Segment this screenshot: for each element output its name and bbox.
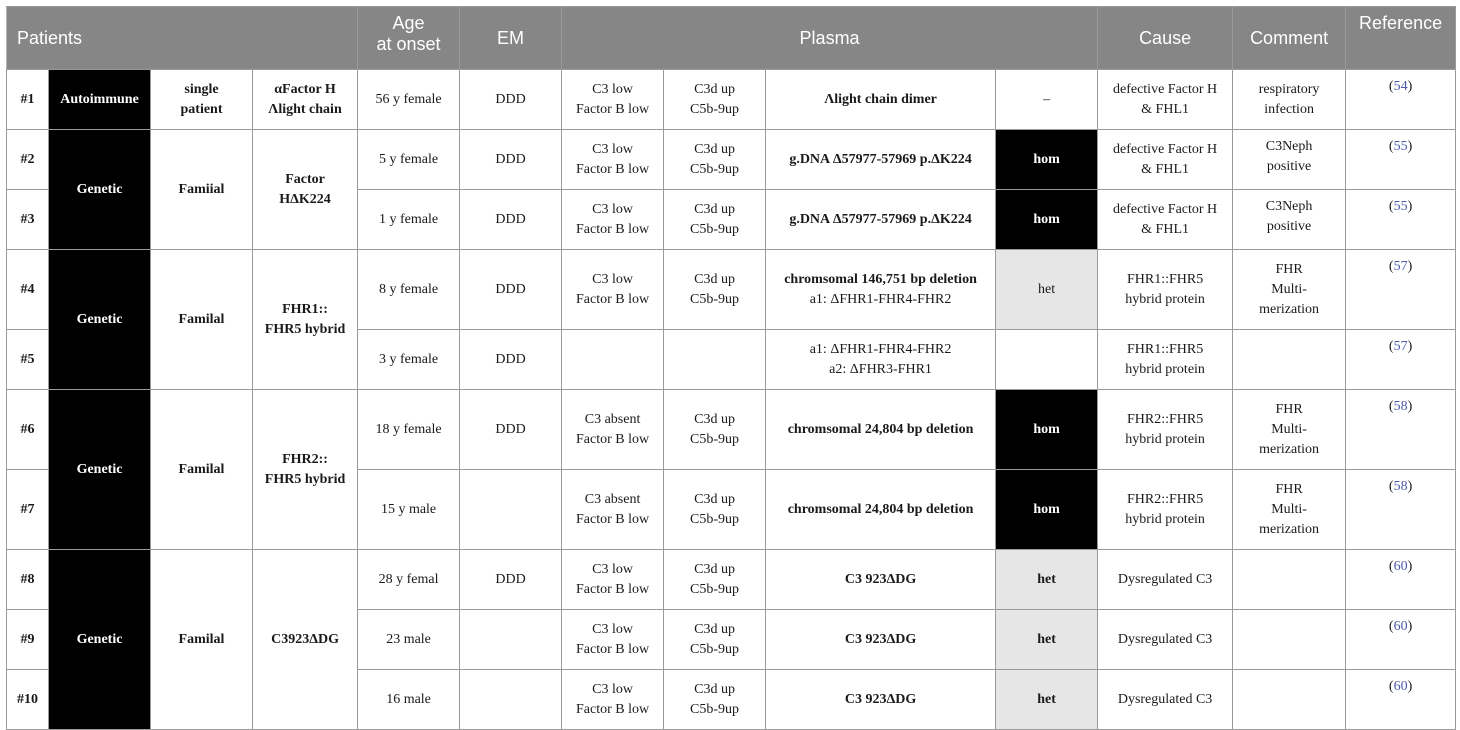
patient-group: Genetic: [49, 550, 151, 730]
patient-id: #4: [7, 250, 49, 330]
age-at-onset: 5 y female: [358, 130, 460, 190]
variant-allele: a1: ΔFHR1-FHR4-FHR2: [809, 291, 952, 307]
cause: FHR1::FHR5 hybrid protein: [1098, 330, 1233, 390]
patient-gene: Factor HΔK224: [253, 130, 358, 250]
plasma-c3: C3 low Factor B low: [562, 70, 664, 130]
comment: FHR Multi- merization: [1233, 250, 1346, 330]
table-row: [7, 130, 1456, 190]
patient-id: #9: [7, 610, 49, 670]
patient-gene: C3923ΔDG: [253, 550, 358, 730]
patient-type: Familal: [151, 550, 253, 730]
plasma-c3d: C3d up C5b-9up: [664, 610, 766, 670]
em-value: DDD: [460, 550, 562, 610]
header-reference: Reference: [1346, 7, 1456, 70]
age-at-onset: 3 y female: [358, 330, 460, 390]
plasma-c3d: C3d up C5b-9up: [664, 550, 766, 610]
reference: (54): [1346, 70, 1456, 130]
patient-id: #10: [7, 670, 49, 730]
cause: FHR2::FHR5 hybrid protein: [1098, 470, 1233, 550]
comment: [1233, 330, 1346, 390]
zygosity: het: [996, 670, 1098, 730]
comment: FHR Multi- merization: [1233, 390, 1346, 470]
reference-link[interactable]: 54: [1393, 79, 1408, 94]
cause: Dysregulated C3: [1098, 610, 1233, 670]
plasma-c3: C3 absent Factor B low: [562, 390, 664, 470]
age-at-onset: 16 male: [358, 670, 460, 730]
zygosity: het: [996, 610, 1098, 670]
patient-gene: FHR1:: FHR5 hybrid: [253, 250, 358, 390]
comment: FHR Multi- merization: [1233, 470, 1346, 550]
reference: (55): [1346, 130, 1456, 190]
plasma-c3d: C3d up C5b-9up: [664, 470, 766, 550]
plasma-variant: chromsomal 24,804 bp deletion: [766, 470, 996, 550]
patient-type: Familal: [151, 250, 253, 390]
reference: (60): [1346, 550, 1456, 610]
age-at-onset: 23 male: [358, 610, 460, 670]
patient-group: Genetic: [49, 250, 151, 390]
plasma-variant: C3 923ΔDG: [766, 670, 996, 730]
reference-link[interactable]: 55: [1393, 199, 1408, 214]
plasma-c3d: C3d up C5b-9up: [664, 670, 766, 730]
plasma-variant: g.DNA Δ57977-57969 p.ΔK224: [766, 130, 996, 190]
reference: (58): [1346, 390, 1456, 470]
reference-link[interactable]: 60: [1393, 619, 1408, 634]
plasma-c3: C3 low Factor B low: [562, 130, 664, 190]
reference: (60): [1346, 670, 1456, 730]
em-value: [460, 670, 562, 730]
patient-id: #8: [7, 550, 49, 610]
patient-id: #2: [7, 130, 49, 190]
zygosity: –: [996, 70, 1098, 130]
age-at-onset: 8 y female: [358, 250, 460, 330]
cause: FHR1::FHR5 hybrid protein: [1098, 250, 1233, 330]
cause: FHR2::FHR5 hybrid protein: [1098, 390, 1233, 470]
patient-type: single patient: [151, 70, 253, 130]
comment: C3Neph positive: [1233, 130, 1346, 190]
plasma-variant: C3 923ΔDG: [766, 610, 996, 670]
plasma-variant: C3 923ΔDG: [766, 550, 996, 610]
reference-link[interactable]: 60: [1393, 679, 1408, 694]
cause: defective Factor H & FHL1: [1098, 190, 1233, 250]
reference: (55): [1346, 190, 1456, 250]
zygosity: hom: [996, 190, 1098, 250]
reference: (57): [1346, 250, 1456, 330]
plasma-variant: [766, 250, 996, 330]
header-row: [7, 7, 1456, 70]
patient-group: Genetic: [49, 130, 151, 250]
em-value: DDD: [460, 130, 562, 190]
age-at-onset: 18 y female: [358, 390, 460, 470]
comment: respiratory infection: [1233, 70, 1346, 130]
zygosity: het: [996, 550, 1098, 610]
plasma-c3d: C3d up C5b-9up: [664, 190, 766, 250]
patient-id: #1: [7, 70, 49, 130]
plasma-c3d: C3d up C5b-9up: [664, 250, 766, 330]
comment: [1233, 550, 1346, 610]
patient-id: #5: [7, 330, 49, 390]
em-value: DDD: [460, 70, 562, 130]
plasma-c3d: C3d up C5b-9up: [664, 390, 766, 470]
plasma-variant: g.DNA Δ57977-57969 p.ΔK224: [766, 190, 996, 250]
plasma-c3: C3 low Factor B low: [562, 610, 664, 670]
zygosity: hom: [996, 130, 1098, 190]
zygosity: het: [996, 250, 1098, 330]
plasma-c3d: C3d up C5b-9up: [664, 130, 766, 190]
plasma-variant: Λlight chain dimer: [766, 70, 996, 130]
cause: defective Factor H & FHL1: [1098, 70, 1233, 130]
comment: C3Neph positive: [1233, 190, 1346, 250]
patient-id: #7: [7, 470, 49, 550]
age-at-onset: 28 y femal: [358, 550, 460, 610]
plasma-c3: C3 low Factor B low: [562, 190, 664, 250]
zygosity: hom: [996, 390, 1098, 470]
cause: defective Factor H & FHL1: [1098, 130, 1233, 190]
reference: (58): [1346, 470, 1456, 550]
table-row: [7, 70, 1456, 130]
reference-link[interactable]: 57: [1393, 259, 1408, 274]
plasma-c3d: C3d up C5b-9up: [664, 70, 766, 130]
header-comment: Comment: [1233, 7, 1346, 70]
cause: Dysregulated C3: [1098, 670, 1233, 730]
comment: [1233, 610, 1346, 670]
patient-gene: FHR2:: FHR5 hybrid: [253, 390, 358, 550]
cause: Dysregulated C3: [1098, 550, 1233, 610]
patient-type: Famiial: [151, 130, 253, 250]
plasma-variant: chromsomal 24,804 bp deletion: [766, 390, 996, 470]
reference: (60): [1346, 610, 1456, 670]
table-row: [7, 250, 1456, 330]
em-value: DDD: [460, 190, 562, 250]
zygosity: [996, 330, 1098, 390]
patient-group: Autoimmune: [49, 70, 151, 130]
em-value: [460, 610, 562, 670]
plasma-c3: C3 low Factor B low: [562, 670, 664, 730]
patient-type: Familal: [151, 390, 253, 550]
reference: (57): [1346, 330, 1456, 390]
patients-table: [6, 6, 1456, 730]
header-patients: Patients: [7, 7, 358, 70]
table-row: [7, 550, 1456, 610]
header-em: EM: [460, 7, 562, 70]
header-cause: Cause: [1098, 7, 1233, 70]
comment: [1233, 670, 1346, 730]
age-at-onset: 15 y male: [358, 470, 460, 550]
plasma-variant: a1: ΔFHR1-FHR4-FHR2 a2: ΔFHR3-FHR1: [766, 330, 996, 390]
patient-gene: αFactor H Λlight chain: [253, 70, 358, 130]
plasma-c3: C3 low Factor B low: [562, 550, 664, 610]
zygosity: hom: [996, 470, 1098, 550]
plasma-c3d: [664, 330, 766, 390]
variant-deletion: chromsomal 146,751 bp deletion: [784, 271, 977, 287]
plasma-c3: [562, 330, 664, 390]
plasma-c3: C3 low Factor B low: [562, 250, 664, 330]
reference-link[interactable]: 58: [1393, 399, 1408, 414]
age-at-onset: 56 y female: [358, 70, 460, 130]
reference-link[interactable]: 58: [1393, 479, 1408, 494]
reference-link[interactable]: 60: [1393, 559, 1408, 574]
patient-id: #6: [7, 390, 49, 470]
em-value: DDD: [460, 250, 562, 330]
table-container: [6, 6, 1456, 730]
em-value: DDD: [460, 390, 562, 470]
age-at-onset: 1 y female: [358, 190, 460, 250]
table-row: [7, 390, 1456, 470]
em-value: DDD: [460, 330, 562, 390]
patient-id: #3: [7, 190, 49, 250]
header-age-at-onset: Age at onset: [358, 7, 460, 70]
em-value: [460, 470, 562, 550]
plasma-c3: C3 absent Factor B low: [562, 470, 664, 550]
header-plasma: Plasma: [562, 7, 1098, 70]
reference-link[interactable]: 57: [1393, 339, 1408, 354]
patient-group: Genetic: [49, 390, 151, 550]
reference-link[interactable]: 55: [1393, 139, 1408, 154]
